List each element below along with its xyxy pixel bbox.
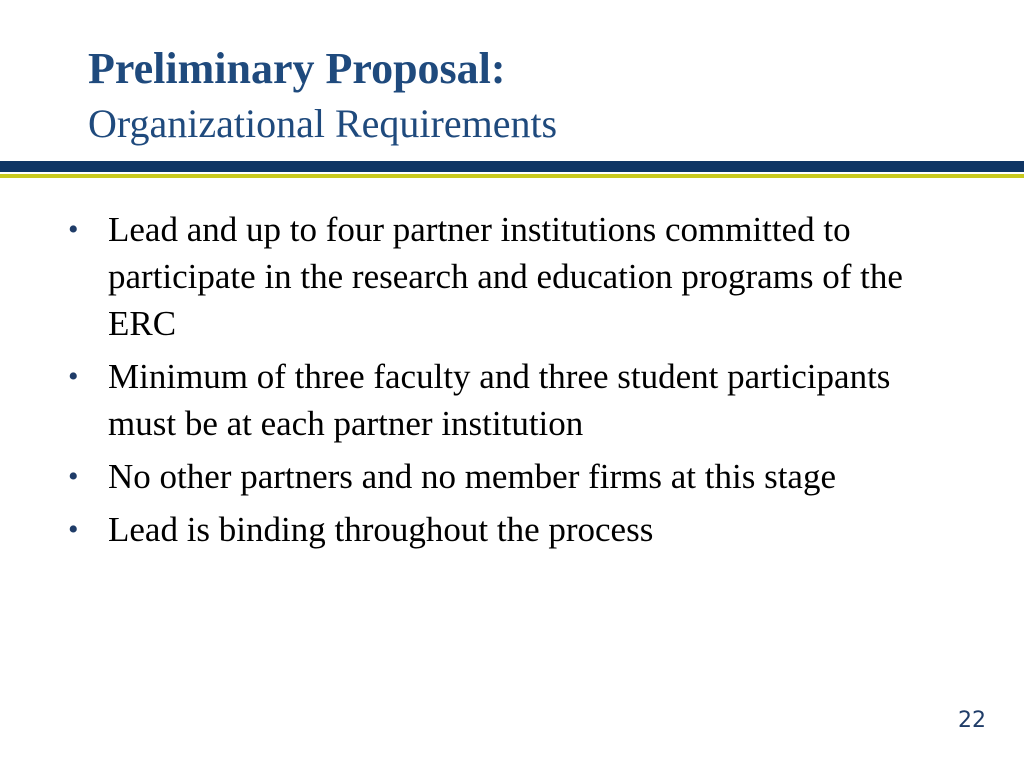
bullet-item xyxy=(66,353,966,447)
bullet-item xyxy=(66,506,966,553)
bullet-item xyxy=(66,453,966,500)
bullet-text: Lead is binding throughout the process xyxy=(108,510,654,549)
bullet-text: No other partners and no member firms at this stage xyxy=(108,457,836,496)
slide-subtitle: Organizational Requirements xyxy=(88,101,558,146)
bullet-icon: • xyxy=(68,460,79,493)
header-divider-yellow xyxy=(0,174,1024,178)
bullet-text: Minimum of three faculty and three student participants must be at each partner institution xyxy=(108,357,891,443)
bullet-list xyxy=(66,206,966,559)
header-divider-navy xyxy=(0,161,1024,172)
bullet-icon: • xyxy=(68,360,79,393)
slide-title: Preliminary Proposal: xyxy=(88,44,506,93)
bullet-icon: • xyxy=(68,213,79,246)
page-number: 22 xyxy=(958,708,986,733)
bullet-icon: • xyxy=(68,513,79,546)
bullet-item xyxy=(66,206,966,347)
bullet-text: Lead and up to four partner institutions committed to participate in the research and education programs of the ERC xyxy=(108,210,903,343)
